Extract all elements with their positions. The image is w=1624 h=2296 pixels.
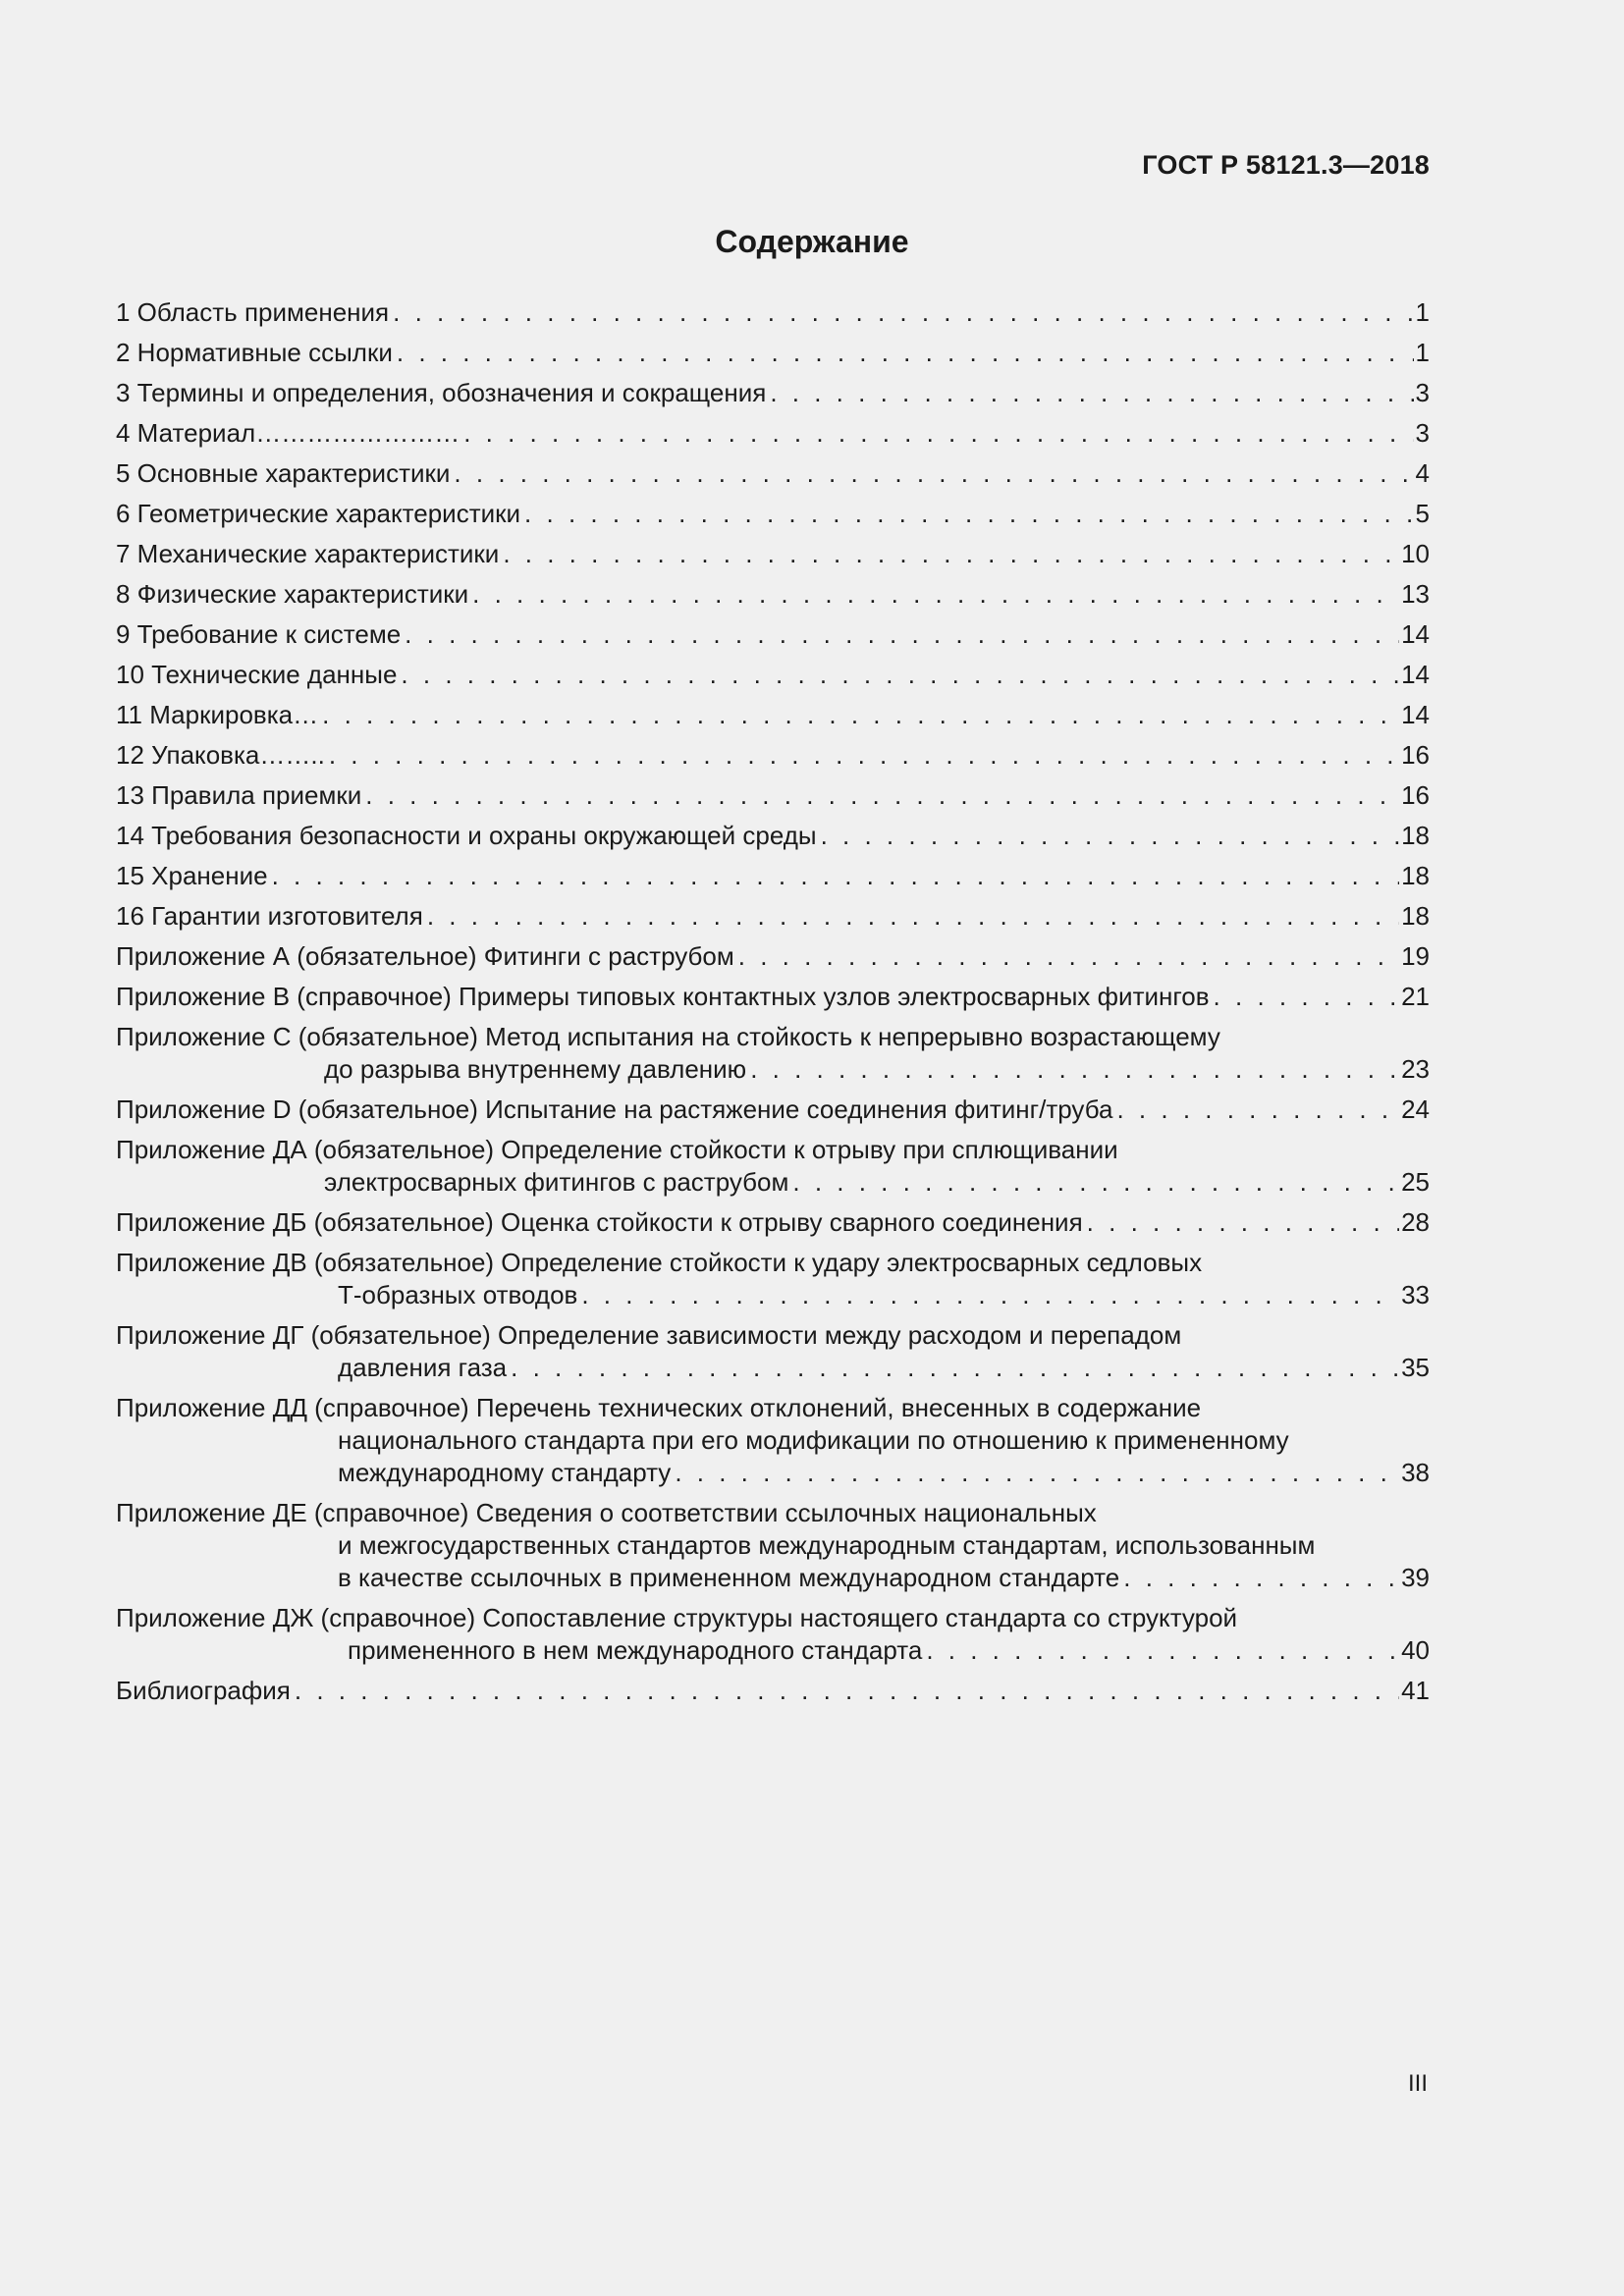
- toc-entry-title: Приложение ДБ (обязательное) Оценка стойкости к отрыву сварного соединения: [116, 1207, 1083, 1237]
- toc-entry[interactable]: [116, 1247, 1430, 1311]
- toc-entry-title: Т-образных отводов: [338, 1280, 578, 1309]
- toc-line: [116, 457, 1430, 490]
- toc-line: [116, 1053, 1430, 1086]
- toc-entry-title: 14 Требования безопасности и охраны окружающей среды: [116, 821, 817, 850]
- dot-leader: [750, 1053, 1399, 1086]
- toc-page-number: 18: [1401, 861, 1430, 890]
- toc-line: [116, 1634, 1430, 1667]
- toc-entry[interactable]: [116, 699, 1430, 731]
- toc-line: [116, 1562, 1430, 1594]
- toc-page-number: 16: [1401, 780, 1430, 810]
- toc-line: [116, 1497, 1430, 1529]
- toc-entry[interactable]: [116, 779, 1430, 812]
- toc-line: [116, 1602, 1430, 1634]
- dot-leader: [1123, 1562, 1399, 1594]
- toc-page-number: 39: [1401, 1563, 1430, 1592]
- toc-entry[interactable]: [116, 820, 1430, 852]
- toc-entry[interactable]: [116, 1675, 1430, 1707]
- toc-page-number: 16: [1401, 740, 1430, 770]
- toc-page-number: 3: [1415, 378, 1430, 407]
- toc-page-number: 24: [1401, 1095, 1430, 1124]
- toc-line: [116, 1457, 1430, 1489]
- toc-page-number: 41: [1401, 1676, 1430, 1705]
- toc-line: [116, 779, 1430, 812]
- dot-leader: [397, 337, 1414, 369]
- toc-entry-title: 7 Механические характеристики: [116, 539, 500, 568]
- dot-leader: [821, 820, 1400, 852]
- toc-entry[interactable]: [116, 1602, 1430, 1667]
- toc-entry-title: 12 Упаковка……..: [116, 740, 325, 770]
- toc-entry-title: международному стандарту: [338, 1458, 672, 1487]
- page-number: III: [1407, 2070, 1428, 2097]
- contents-title: Содержание: [715, 224, 909, 259]
- toc-entry-title: Приложение С (обязательное) Метод испытания на стойкость к непрерывно возрастающему: [116, 1022, 1220, 1051]
- toc-entry[interactable]: [116, 538, 1430, 570]
- table-of-contents: [116, 296, 1430, 1715]
- toc-entry-title: 3 Термины и определения, обозначения и сокращения: [116, 378, 767, 407]
- toc-entry[interactable]: [116, 1497, 1430, 1594]
- toc-line: [116, 296, 1430, 329]
- toc-entry-title: 11 Маркировка…: [116, 700, 319, 729]
- toc-entry-title: 9 Требование к системе: [116, 619, 402, 649]
- toc-entry-title: Приложение А (обязательное) Фитинги с раструбом: [116, 941, 734, 971]
- toc-entry[interactable]: [116, 1094, 1430, 1126]
- toc-entry-title: 1 Область применения: [116, 297, 390, 327]
- dot-leader: [1116, 1094, 1399, 1126]
- toc-entry-title: 5 Основные характеристики: [116, 458, 451, 488]
- dot-leader: [295, 1675, 1399, 1707]
- toc-page-number: 35: [1401, 1353, 1430, 1382]
- toc-entry[interactable]: [116, 618, 1430, 651]
- toc-entry-title: 16 Гарантии изготовителя: [116, 901, 423, 931]
- toc-entry[interactable]: [116, 578, 1430, 611]
- toc-page-number: 14: [1401, 700, 1430, 729]
- toc-page-number: 3: [1415, 418, 1430, 448]
- dot-leader: [675, 1457, 1399, 1489]
- dot-leader: [322, 699, 1399, 731]
- dot-leader: [770, 377, 1413, 409]
- toc-line: [116, 1094, 1430, 1126]
- document-code: ГОСТ Р 58121.3—2018: [1142, 150, 1430, 180]
- toc-line: [116, 1279, 1430, 1311]
- dot-leader: [524, 498, 1413, 530]
- toc-entry[interactable]: [116, 1134, 1430, 1199]
- toc-page-number: 18: [1401, 821, 1430, 850]
- toc-page-number: 1: [1415, 297, 1430, 327]
- toc-line: [116, 1206, 1430, 1239]
- toc-line: [116, 1392, 1430, 1424]
- toc-line: [116, 1352, 1430, 1384]
- toc-line: [116, 699, 1430, 731]
- toc-entry-title: Приложение ДГ (обязательное) Определение зависимости между расходом и перепадом: [116, 1320, 1182, 1350]
- toc-page-number: 40: [1401, 1635, 1430, 1665]
- dot-leader: [792, 1166, 1399, 1199]
- toc-entry[interactable]: [116, 498, 1430, 530]
- dot-leader: [472, 578, 1399, 611]
- toc-line: [116, 860, 1430, 892]
- toc-entry-title: Приложение ДЕ (справочное) Сведения о соответствии ссылочных национальных: [116, 1498, 1097, 1527]
- toc-line: [116, 498, 1430, 530]
- toc-page-number: 23: [1401, 1054, 1430, 1084]
- toc-page-number: 14: [1401, 660, 1430, 689]
- toc-page-number: 19: [1401, 941, 1430, 971]
- toc-line: [116, 1319, 1430, 1352]
- toc-entry[interactable]: [116, 377, 1430, 409]
- toc-entry-title: до разрыва внутреннему давлению: [324, 1054, 747, 1084]
- toc-entry-title: Библиография: [116, 1676, 291, 1705]
- dot-leader: [511, 1352, 1399, 1384]
- toc-entry-title: Приложение В (справочное) Примеры типовых контактных узлов электросварных фитингов: [116, 982, 1210, 1011]
- toc-page-number: 1: [1415, 338, 1430, 367]
- toc-line: [116, 1675, 1430, 1707]
- toc-line: [116, 538, 1430, 570]
- toc-page-number: 33: [1401, 1280, 1430, 1309]
- toc-entry-title: национального стандарта при его модификации по отношению к примененному: [338, 1425, 1289, 1455]
- dot-leader: [401, 659, 1399, 691]
- toc-line: [116, 739, 1430, 772]
- dot-leader: [329, 739, 1399, 772]
- toc-line: [116, 940, 1430, 973]
- dot-leader: [405, 618, 1399, 651]
- toc-entry-title: 6 Геометрические характеристики: [116, 499, 521, 528]
- toc-line: [116, 1424, 1430, 1457]
- toc-entry-title: электросварных фитингов с раструбом: [324, 1167, 789, 1197]
- toc-entry[interactable]: [116, 1206, 1430, 1239]
- toc-entry[interactable]: [116, 981, 1430, 1013]
- toc-entry[interactable]: [116, 1319, 1430, 1384]
- toc-entry-title: Приложение ДА (обязательное) Определение стойкости к отрыву при сплющивании: [116, 1135, 1118, 1164]
- toc-line: [116, 981, 1430, 1013]
- dot-leader: [454, 457, 1413, 490]
- toc-entry[interactable]: [116, 860, 1430, 892]
- toc-line: [116, 820, 1430, 852]
- toc-entry-title: 4 Материал……………………: [116, 418, 460, 448]
- dot-leader: [393, 296, 1413, 329]
- toc-entry[interactable]: [116, 900, 1430, 933]
- dot-leader: [427, 900, 1399, 933]
- toc-entry-title: давления газа: [338, 1353, 508, 1382]
- toc-entry-title: в качестве ссылочных в примененном международном стандарте: [338, 1563, 1120, 1592]
- toc-line: [116, 1529, 1430, 1562]
- dot-leader: [463, 417, 1413, 450]
- toc-line: [116, 618, 1430, 651]
- dot-leader: [1214, 981, 1400, 1013]
- toc-entry[interactable]: [116, 337, 1430, 369]
- toc-entry-title: 2 Нормативные ссылки: [116, 338, 393, 367]
- toc-entry-title: 8 Физические характеристики: [116, 579, 469, 609]
- toc-entry[interactable]: [116, 659, 1430, 691]
- toc-entry-title: 13 Правила приемки: [116, 780, 362, 810]
- toc-page-number: 4: [1415, 458, 1430, 488]
- toc-page-number: 18: [1401, 901, 1430, 931]
- toc-line: [116, 578, 1430, 611]
- toc-line: [116, 1134, 1430, 1166]
- toc-page-number: 14: [1401, 619, 1430, 649]
- toc-line: [116, 1166, 1430, 1199]
- dot-leader: [365, 779, 1399, 812]
- toc-line: [116, 377, 1430, 409]
- dot-leader: [926, 1634, 1399, 1667]
- toc-page-number: 25: [1401, 1167, 1430, 1197]
- toc-page-number: 28: [1401, 1207, 1430, 1237]
- toc-line: [116, 337, 1430, 369]
- toc-entry-title: Приложение ДВ (обязательное) Определение стойкости к удару электросварных седловых: [116, 1248, 1203, 1277]
- toc-page-number: 38: [1401, 1458, 1430, 1487]
- toc-entry[interactable]: [116, 1392, 1430, 1489]
- toc-entry[interactable]: [116, 296, 1430, 329]
- dot-leader: [738, 940, 1399, 973]
- dot-leader: [581, 1279, 1399, 1311]
- toc-entry[interactable]: [116, 417, 1430, 450]
- toc-line: [116, 659, 1430, 691]
- dot-leader: [272, 860, 1400, 892]
- toc-line: [116, 900, 1430, 933]
- toc-entry-title: Приложение ДЖ (справочное) Сопоставление структуры настоящего стандарта со структурой: [116, 1603, 1238, 1632]
- toc-entry[interactable]: [116, 1021, 1430, 1086]
- toc-entry[interactable]: [116, 457, 1430, 490]
- toc-line: [116, 1021, 1430, 1053]
- toc-entry-title: 10 Технические данные: [116, 660, 398, 689]
- toc-page-number: 21: [1401, 982, 1430, 1011]
- toc-page-number: 13: [1401, 579, 1430, 609]
- dot-leader: [503, 538, 1399, 570]
- toc-entry[interactable]: [116, 739, 1430, 772]
- toc-entry-title: и межгосударственных стандартов международным стандартам, использованным: [338, 1530, 1316, 1560]
- toc-entry-title: Приложение ДД (справочное) Перечень технических отклонений, внесенных в содержание: [116, 1393, 1202, 1422]
- toc-entry[interactable]: [116, 940, 1430, 973]
- toc-entry-title: 15 Хранение: [116, 861, 268, 890]
- toc-entry-title: Приложение D (обязательное) Испытание на растяжение соединения фитинг/труба: [116, 1095, 1113, 1124]
- toc-line: [116, 417, 1430, 450]
- toc-entry-title: примененного в нем международного стандарта: [348, 1635, 923, 1665]
- dot-leader: [1087, 1206, 1399, 1239]
- toc-line: [116, 1247, 1430, 1279]
- toc-page-number: 10: [1401, 539, 1430, 568]
- toc-page-number: 5: [1415, 499, 1430, 528]
